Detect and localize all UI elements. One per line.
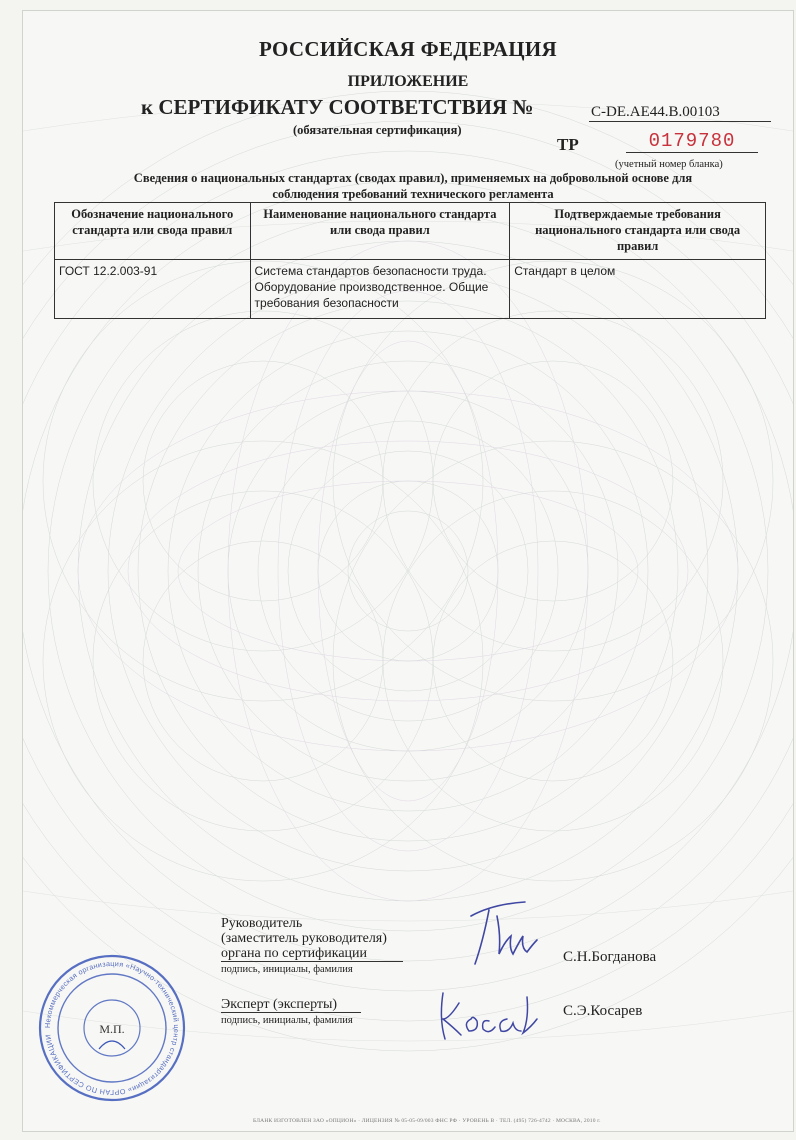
blank-footer: БЛАНК ИЗГОТОВЛЕН ЗАО «ОПЦИОН» · ЛИЦЕНЗИЯ № 05-05-09/003 ФНС РФ · УРОВЕНЬ В · ТЕЛ. (495) 726-4742 · МОСКВА, 2010 г. <box>253 1118 601 1124</box>
head-title-line1: Руководитель <box>221 916 303 931</box>
expert-caption: подпись, инициалы, фамилия <box>221 1015 353 1026</box>
blank-number-caption: (учетный номер бланка) <box>615 159 723 170</box>
official-stamp <box>37 953 187 1103</box>
head-title-line2: (заместитель руководителя) <box>221 931 387 946</box>
cell-designation: ГОСТ 12.2.003-91 <box>55 260 251 319</box>
expert-name: С.Э.Косарев <box>563 1003 643 1019</box>
certificate-sheet <box>22 10 794 1132</box>
head-name: С.Н.Богданова <box>563 949 657 965</box>
head-title-line3: органа по сертификации <box>221 946 403 962</box>
certificate-heading: к СЕРТИФИКАТУ СООТВЕТСТВИЯ № <box>141 95 534 119</box>
head-signature-block <box>221 916 403 975</box>
expert-title: Эксперт (эксперты) <box>221 997 361 1013</box>
standards-table <box>54 202 766 319</box>
appendix-title: ПРИЛОЖЕНИЕ <box>347 73 469 90</box>
stamp-center-label: М.П. <box>99 1022 125 1036</box>
column-header-name: Наименование национального стандарта или свода правил <box>250 203 510 260</box>
country-title: РОССИЙСКАЯ ФЕДЕРАЦИЯ <box>259 37 557 61</box>
column-header-designation: Обозначение национального стандарта или свода правил <box>55 203 251 260</box>
blank-number: 0179780 <box>626 130 758 153</box>
cell-requirements: Стандарт в целом <box>510 260 766 319</box>
certificate-number: С-DE.АЕ44.В.00103 <box>589 104 771 122</box>
head-signature <box>453 896 553 976</box>
tr-label: ТР <box>557 135 579 154</box>
certification-type: (обязательная сертификация) <box>293 123 462 137</box>
stamp-ring-text: Некоммерческая организация «Научно-технический центр стандартизации» ОРГАН ПО СЕРТИФИКАЦИИ <box>42 958 182 1098</box>
column-header-requirements: Подтверждаемые требования национального стандарта или свода правил <box>510 203 766 260</box>
expert-signature <box>431 979 551 1049</box>
table-header-row <box>55 203 766 260</box>
cell-name: Система стандартов безопасности труда. Оборудование производственное. Общие требования безопасности <box>250 260 510 319</box>
expert-signature-block <box>221 997 361 1026</box>
head-caption: подпись, инициалы, фамилия <box>221 964 353 975</box>
standards-info-text: Сведения о национальных стандартах (сводах правил), применяемых на добровольной основе для соблюдения требований технического регламента <box>133 171 693 201</box>
table-row <box>55 260 766 319</box>
